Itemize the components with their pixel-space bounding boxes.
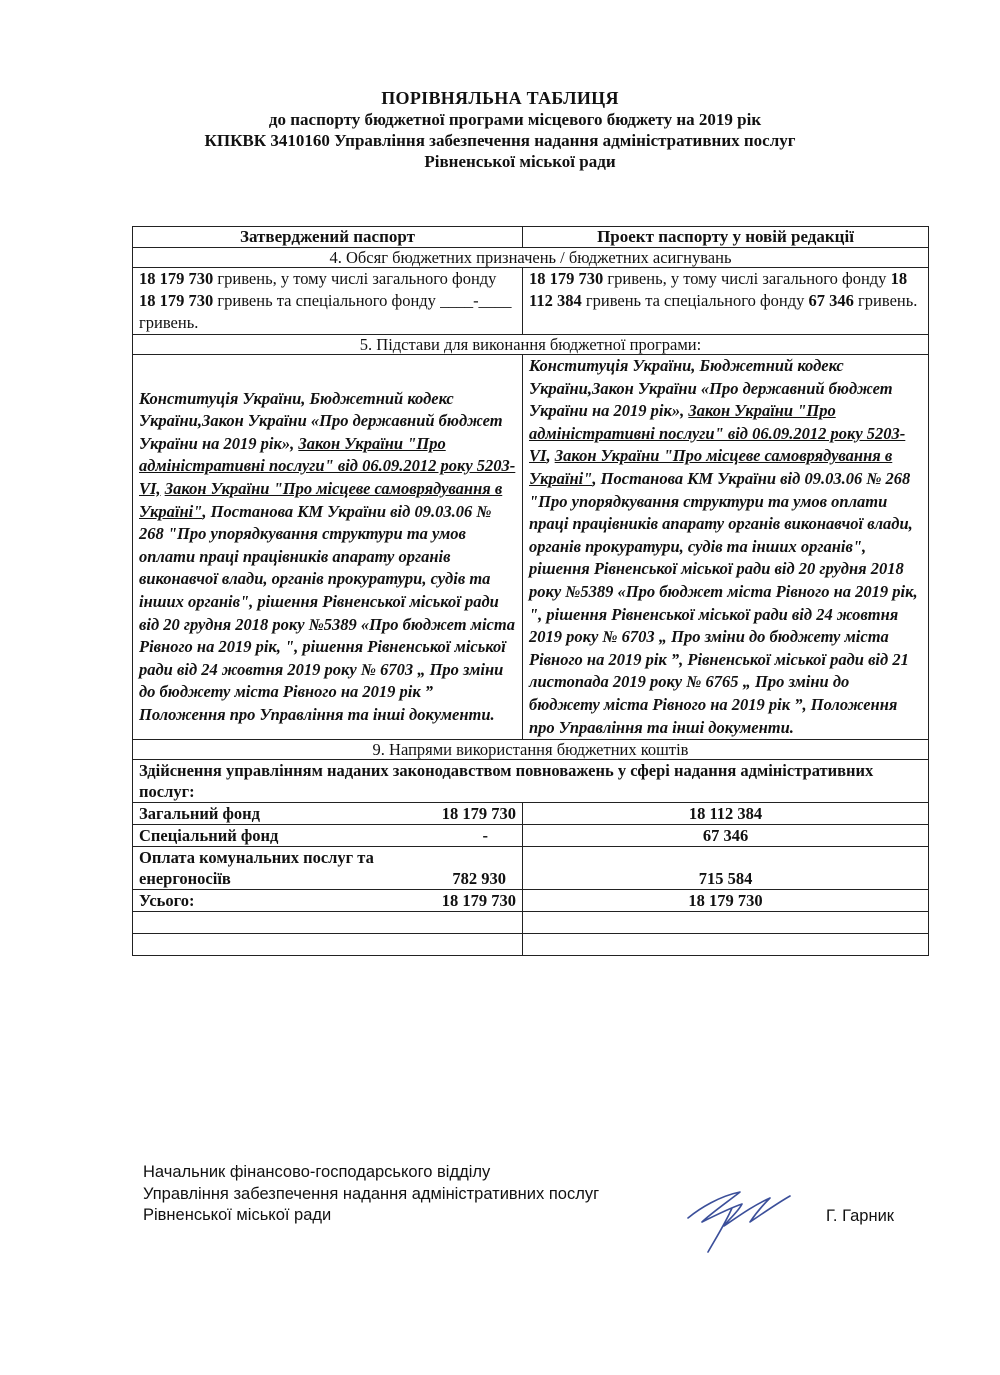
empty-cell bbox=[523, 934, 929, 956]
signer-council: Рівненської міської ради bbox=[143, 1206, 332, 1224]
table-row bbox=[133, 847, 929, 890]
draft-value: 18 112 384 bbox=[523, 803, 929, 825]
column-header-draft: Проект паспорту у новій редакції bbox=[523, 227, 929, 248]
document-title: ПОРІВНЯЛЬНА ТАБЛИЦЯ bbox=[381, 88, 619, 108]
row-label: Оплата комунальних послуг та енергоносіїв bbox=[139, 848, 374, 889]
approved-amount-text-3: гривень. bbox=[139, 313, 199, 332]
approved-total: 18 179 730 bbox=[139, 269, 214, 288]
empty-cell bbox=[523, 912, 929, 934]
general-fund-cell bbox=[133, 803, 523, 825]
draft-amount-text-2: гривень та спеціального фонду bbox=[581, 291, 809, 310]
row-label: Загальний фонд bbox=[139, 804, 260, 824]
column-header-approved: Затверджений паспорт bbox=[133, 227, 523, 248]
table-header-row bbox=[133, 227, 929, 248]
council-line: Рівненської міської ради bbox=[424, 152, 616, 171]
table-row bbox=[133, 803, 929, 825]
approved-amount-text: гривень, у тому числі загального фонду bbox=[213, 269, 497, 288]
approved-amount-cell bbox=[133, 268, 523, 335]
utilities-cell bbox=[133, 847, 523, 890]
approved-legal-basis bbox=[133, 355, 523, 740]
draft-basis-text-3: , Постанова КМ України від 09.03.06 № 268 "Про упорядкування структури та умов оплати праці працівників апарату органів виконавчої влади, органів прокуратури, судів та інших органів", рішення Рівненської міської ради від 20 грудня 2018 року №5389 «Про бюджет міста Рівного на 2019 рік, ", рішення Рівненської міської ради від 24 жовтня 2019 року № 6703 „ Про зміни до бюджету міста Рівного на 2019 рік ”, Рівненської міської ради від 21 листопада 2019 року № 6765 „ Про зміни до бюджету міста Рівного на 2019 рік ”, Положення про Управління та інші документи. bbox=[529, 468, 918, 737]
approved-value: 782 930 bbox=[452, 869, 506, 889]
special-fund-cell bbox=[133, 825, 523, 847]
draft-basis-law-2: Закон України "Про місцеве самоврядування в Україні" bbox=[529, 446, 893, 488]
approved-value: 18 179 730 bbox=[441, 804, 516, 824]
signature-block bbox=[143, 1162, 599, 1227]
table-row bbox=[133, 890, 929, 912]
approved-basis-text-3: , Постанова КМ України від 09.03.06 № 268 "Про упорядкування структури та умов оплати праці працівників апарату органів виконавчої влади, органів прокуратури, судів та інших органів", рішення Рівненської міської ради від 20 грудня 2018 року №5389 «Про бюджет міста Рівного на 2019 рік, ", рішення Рівненської міської ради від 24 жовтня 2019 року № 6703 „ Про зміни до бюджету міста Рівного на 2019 рік ” Положення про Управління та інші документи. bbox=[139, 501, 515, 724]
approved-general-fund: 18 179 730 bbox=[139, 291, 214, 310]
draft-basis-text-1: Конституція України, Бюджетний кодекс України,Закон України «Про державний бюджет України на 2019 рік», bbox=[529, 356, 893, 421]
table-row bbox=[133, 825, 929, 847]
row-label: Спеціальний фонд bbox=[139, 826, 279, 846]
row-label: Усього: bbox=[139, 891, 195, 911]
draft-value: 67 346 bbox=[523, 825, 929, 847]
section-4-row bbox=[133, 248, 929, 268]
approved-basis-law-1: Закон України "Про адміністративні послуги" від 06.09.2012 року 5203-VI, bbox=[139, 433, 516, 498]
draft-value: 715 584 bbox=[523, 847, 929, 890]
section-9-heading: 9. Напрями використання бюджетних коштів bbox=[133, 740, 929, 760]
approved-value: 18 179 730 bbox=[441, 891, 516, 911]
signer-position: Начальник фінансово-господарського відділу bbox=[143, 1163, 491, 1181]
approved-value: - bbox=[482, 826, 488, 846]
direction-row bbox=[133, 760, 929, 803]
document-title-block bbox=[0, 88, 1000, 172]
draft-value: 18 179 730 bbox=[523, 890, 929, 912]
handwritten-signature bbox=[680, 1178, 800, 1258]
program-code-line: КПКВК 3410160 Управління забезпечення надання адміністративних послуг bbox=[204, 131, 796, 150]
approved-basis-law-2: Закон України "Про місцеве самоврядування в Україні" bbox=[139, 478, 503, 521]
draft-amount-text: гривень, у тому числі загального фонду bbox=[603, 269, 891, 288]
approved-special-fund: ____-____ bbox=[440, 291, 512, 310]
signer-department: Управління забезпечення надання адміністративних послуг bbox=[143, 1184, 600, 1203]
empty-cell bbox=[133, 934, 523, 956]
direction-text: Здійснення управлінням наданих законодавством повноважень у сфері надання адміністративних послуг: bbox=[133, 760, 929, 803]
draft-basis-law-1: Закон України "Про адміністративні послуги" від 06.09.2012 року 5203-VI bbox=[529, 401, 906, 466]
empty-row bbox=[133, 934, 929, 956]
draft-legal-basis bbox=[523, 355, 929, 740]
section-4-heading: 4. Обсяг бюджетних призначень / бюджетних асигнувань bbox=[133, 248, 929, 268]
section-5-row bbox=[133, 335, 929, 355]
comparison-table bbox=[132, 226, 929, 956]
empty-row bbox=[133, 912, 929, 934]
section-5-heading: 5. Підстави для виконання бюджетної програми: bbox=[133, 335, 929, 355]
draft-total: 18 179 730 bbox=[529, 269, 604, 288]
approved-basis-text-1: Конституція України, Бюджетний кодекс України,Закон України «Про державний бюджет України на 2019 рік», bbox=[139, 388, 503, 453]
approved-amount-text-2: гривень та спеціального фонду bbox=[213, 291, 441, 310]
budget-amount-row bbox=[133, 268, 929, 335]
draft-special-fund: 67 346 bbox=[808, 291, 854, 310]
draft-basis-text-2: , bbox=[546, 446, 555, 466]
total-cell bbox=[133, 890, 523, 912]
draft-general-fund: 18 112 384 bbox=[529, 269, 908, 310]
draft-amount-cell bbox=[523, 268, 929, 335]
empty-cell bbox=[133, 912, 523, 934]
signer-name: Г. Гарник bbox=[826, 1207, 894, 1225]
legal-basis-row bbox=[133, 355, 929, 740]
document-subtitle: до паспорту бюджетної програми місцевого бюджету на 2019 рік bbox=[268, 110, 762, 129]
section-9-row bbox=[133, 740, 929, 760]
draft-amount-text-3: гривень. bbox=[853, 291, 918, 310]
